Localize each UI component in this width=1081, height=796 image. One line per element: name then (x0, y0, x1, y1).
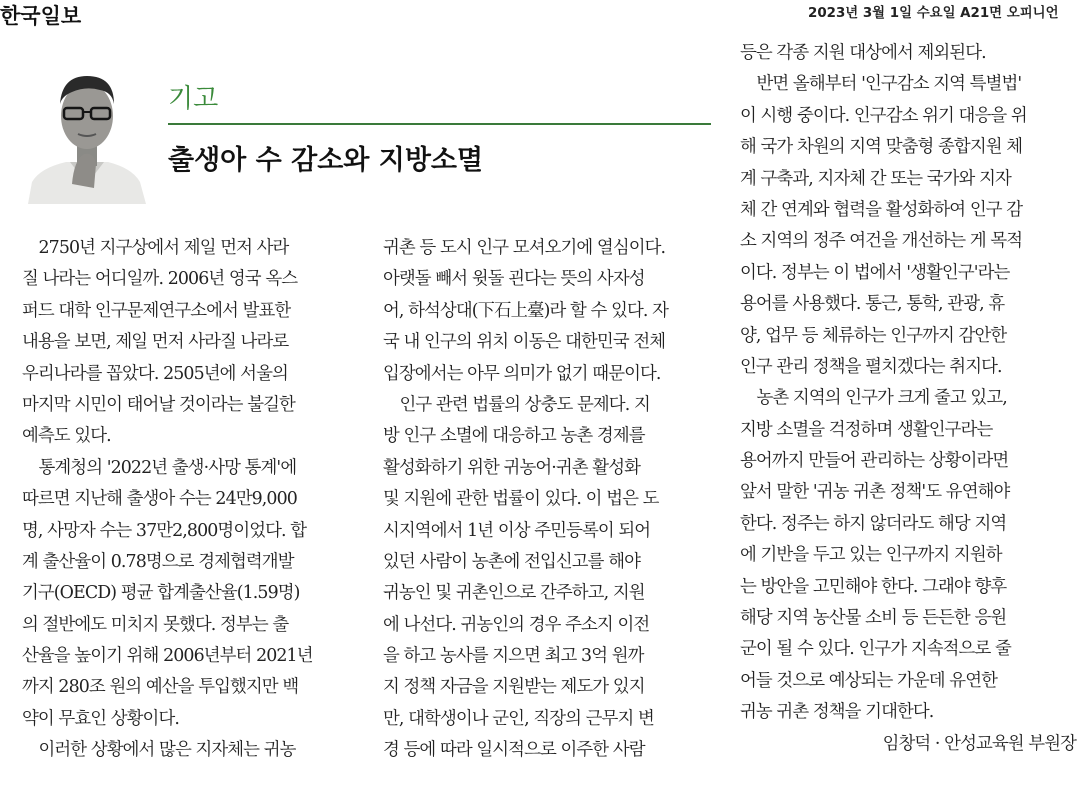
article-line: 어들 것으로 예상되는 가운데 유연한 (740, 670, 998, 691)
article-line: 귀촌 등 도시 인구 모셔오기에 열심이다. (383, 238, 666, 258)
article-line: 계 출산율이 0.78명으로 경제협력개발 (22, 551, 294, 572)
article-line: 퍼드 대학 인구문제연구소에서 발표한 (22, 300, 291, 321)
category-label: 기고 (168, 84, 219, 114)
article-line: 소 지역의 정주 여건을 개선하는 게 목적 (740, 231, 1023, 252)
article-line: 활성화하기 위한 귀농어·귀촌 활성화 (383, 457, 641, 478)
article-line: 을 하고 농사를 지으면 최고 3억 원까 (383, 646, 644, 667)
newspaper-name: 한국일보 (0, 4, 82, 28)
article-line: 해당 지역 농산물 소비 등 든든한 응원 (740, 608, 1007, 629)
article-line: 용어까지 만들어 관리하는 상황이라면 (740, 451, 1009, 472)
article-line: 방 인구 소멸에 대응하고 농촌 경제를 (383, 426, 645, 447)
article-line: 까지 280조 원의 예산을 투입했지만 백 (22, 677, 299, 698)
article-line: 만, 대학생이나 군인, 직장의 근무지 변 (383, 708, 654, 729)
article-line: 지방 소멸을 걱정하며 생활인구라는 (740, 419, 993, 440)
article-line: 및 지원에 관한 법률이 있다. 이 법은 도 (383, 489, 659, 510)
article-line: 명, 사망자 수는 37만2,800명이었다. 합 (22, 520, 307, 541)
article-line: 귀농인 및 귀촌인으로 간주하고, 지원 (383, 583, 645, 604)
article-line: 입장에서는 아무 의미가 없기 때문이다. (383, 363, 661, 384)
article-line: 산율을 높이기 위해 2006년부터 2021년 (22, 646, 313, 667)
article-line: 해 국가 차원의 지역 맞춤형 종합지원 체 (740, 137, 1023, 158)
article-line: 우리나라를 꼽았다. 2505년에 서울의 (22, 363, 288, 384)
article-line: 이다. 정부는 이 법에서 '생활인구'라는 (740, 262, 1010, 283)
headline: 출생아 수 감소와 지방소멸 (168, 145, 484, 176)
article-line: 이 시행 중이다. 인구감소 위기 대응을 위 (740, 105, 1027, 126)
article-line: 예측도 있다. (22, 426, 111, 447)
article-line: 귀농 귀촌 정책을 기대한다. (740, 702, 934, 723)
article-line: 국 내 인구의 위치 이동은 대한민국 전체 (383, 332, 666, 353)
article-line: 농촌 지역의 인구가 크게 줄고 있고, (740, 388, 1007, 409)
article-column-2 (383, 233, 715, 767)
author-portrait-image (20, 64, 154, 204)
article-column-1 (22, 233, 356, 767)
article-line: 기구(OECD) 평균 합계출산율(1.59명) (22, 583, 300, 604)
article-line: 마지막 시민이 태어날 것이라는 불길한 (22, 394, 295, 415)
author-photo (20, 64, 154, 204)
article-line: 군이 될 수 있다. 인구가 지속적으로 줄 (740, 639, 1011, 660)
article-line: 내용을 보면, 제일 먼저 사라질 나라로 (22, 332, 289, 353)
article-line: 2750년 지구상에서 제일 먼저 사라 (22, 238, 289, 258)
byline: 임창덕 · 안성교육원 부원장 (882, 733, 1076, 754)
headline-rule (168, 123, 711, 125)
article-line: 통계청의 '2022년 출생·사망 통계'에 (22, 457, 297, 478)
article-line: 한다. 정주는 하지 않더라도 해당 지역 (740, 513, 1007, 534)
article-line: 등은 각종 지원 대상에서 제외된다. (740, 43, 986, 63)
article-line: 아랫돌 빼서 윗돌 괸다는 뜻의 사자성 (383, 269, 645, 290)
article-line: 용어를 사용했다. 통근, 통학, 관광, 휴 (740, 294, 1005, 315)
dateline: 2023년 3월 1일 수요일 A21면 오피니언 (808, 6, 1059, 21)
article-line: 지 정책 자금을 지원받는 제도가 있지 (383, 677, 645, 698)
article-line: 앞서 말한 '귀농 귀촌 정책'도 유연해야 (740, 482, 1010, 503)
article-column-3 (740, 38, 1076, 760)
article-line: 체 간 연계와 협력을 활성화하여 인구 감 (740, 199, 1023, 220)
article-line: 약이 무효인 상황이다. (22, 708, 179, 729)
article-line: 에 나선다. 귀농인의 경우 주소지 이전 (383, 614, 650, 635)
article-line: 양, 업무 등 체류하는 인구까지 감안한 (740, 325, 1007, 346)
article-line: 인구 관리 정책을 펼치겠다는 취지다. (740, 356, 1002, 377)
article-line: 이러한 상황에서 많은 지자체는 귀농 (22, 740, 296, 761)
article-line: 어, 하석상대(下石上臺)라 할 수 있다. 자 (383, 300, 669, 321)
article-line: 시지역에서 1년 이상 주민등록이 되어 (383, 520, 651, 541)
article-line: 따르면 지난해 출생아 수는 24만9,000 (22, 489, 297, 510)
article-line: 있던 사람이 농촌에 전입신고를 해야 (383, 551, 641, 572)
article-line: 는 방안을 고민해야 한다. 그래야 향후 (740, 576, 1007, 597)
article-line: 경 등에 따라 일시적으로 이주한 사람 (383, 740, 645, 761)
article-line: 질 나라는 어디일까. 2006년 영국 옥스 (22, 269, 298, 290)
article-line: 인구 관련 법률의 상충도 문제다. 지 (383, 394, 650, 415)
article-line: 에 기반을 두고 있는 인구까지 지원하 (740, 545, 1002, 566)
article-line: 계 구축과, 지자체 간 또는 국가와 지자 (740, 168, 1011, 189)
article-line: 의 절반에도 미치지 못했다. 정부는 출 (22, 614, 289, 635)
article-line: 반면 올해부터 '인구감소 지역 특별법' (740, 74, 1022, 95)
